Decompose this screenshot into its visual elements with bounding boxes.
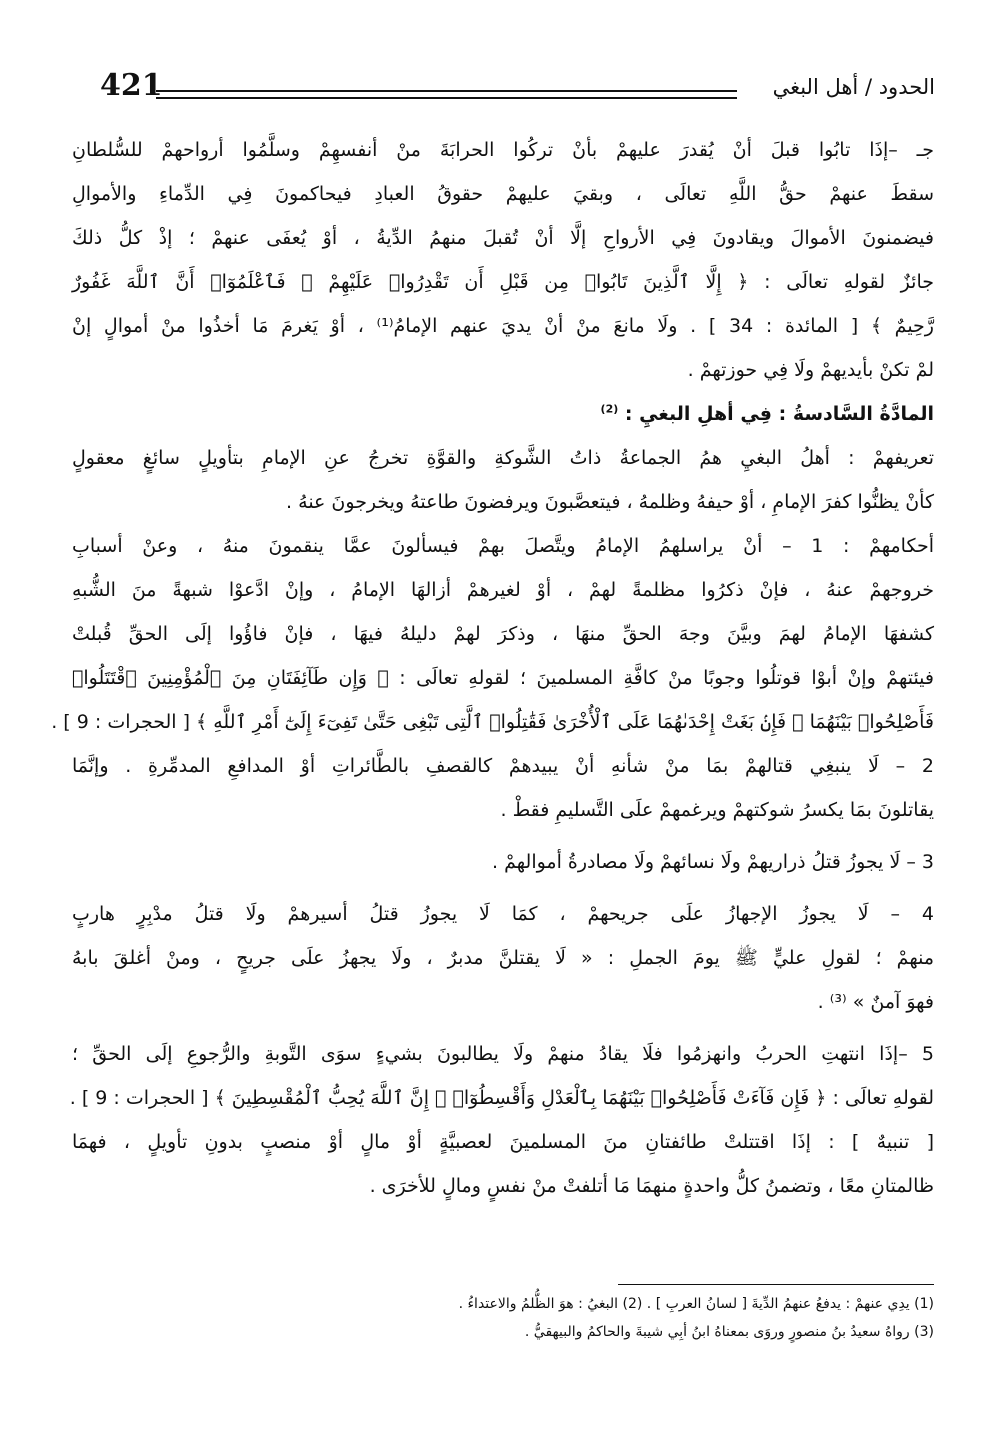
page-header: [100, 68, 935, 108]
ruling-line: كشفهَا الإمامُ لهمَ وبيَّنَ وجهَ الحقِّ منهَا ، وذكرَ لهمْ دليلهُ فيهَا ، فإنْ فاؤُوا إلَى الحقِّ قُبلتْ: [72, 623, 934, 645]
running-title: الحدود / أهل البغي: [772, 75, 935, 99]
ruling-line: فهوَ آمنٌ » ⁽³⁾ .: [817, 991, 934, 1013]
text-line: رَّحِيمٌ ﴾ [ المائدة : 34 ] . ولَا مانعَ منْ أنْ يديَ عنهم الإمامُ⁽¹⁾ ، أوْ يَغرمَ مَا أخذُوا منْ أموالٍ إنْ: [72, 315, 934, 337]
ruling-line: ظالمتانِ معًا ، وتضمنُ كلُّ واحدةٍ منهمَا مَا أتلفتْ منْ نفسٍ ومالٍ للأخرَى .: [369, 1175, 934, 1197]
text-line: لمْ تكنْ بأيديهمْ ولَا فِي حوزتهمْ .: [687, 359, 934, 381]
section-heading-label: المادَّةُ السَّادسةُ :: [778, 403, 934, 425]
ruling-line: يقاتلونَ بمَا يكسرُ شوكتهمْ ويرغمهمْ علَى التَّسليمِ فقطْ .: [500, 799, 934, 821]
text-line: جـ –إذَا تابُوا قبلَ أنْ يُقدرَ عليهمْ بأنْ تركُوا الحرابَةَ منْ أنفسهِمْ وسلَّمُوا أرواحهمْ للسُّلطانِ: [72, 139, 934, 161]
ruling-line: 5 –إذَا انتهتِ الحربُ وانهزمُوا فلَا يقادُ منهمْ ولَا يطالبونَ بشيءٍ سوَى التَّوبةِ والرُّجوعِ إلَى الحقِّ ؛: [72, 1043, 934, 1065]
main-text: [51, 128, 934, 1208]
ruling-line: [ تنبيهٌ ] : إذَا اقتتلتْ طائفتانِ منَ المسلمينَ لعصبيَّةٍ أوْ مالٍ أوْ منصبٍ بدونِ تأويلٍ ، فهمَا: [72, 1131, 934, 1153]
footnote-ref: (2): [600, 402, 619, 416]
definition-line: كأنْ يظنُّوا كفرَ الإمامِ ، أوْ حيفهُ وظلمهُ ، فيتعصَّبونَ ويرفضونَ طاعتهُ ويخرجونَ عنهُ .: [286, 491, 934, 513]
ruling-line: 4 – لَا يجوزُ الإجهازُ علَى جريحهمْ ، كمَا لَا يجوزُ قتلُ أسيرهمْ ولَا قتلُ مدْبِرٍ هاربٍ: [72, 903, 934, 925]
header-double-rule: [156, 90, 737, 99]
footnote-line: (3) رواهُ سعيدُ بنُ منصورٍ وروَى بمعناهُ ابنُ أبِي شيبةَ والحاكمُ والبيهقيُّ .: [524, 1324, 934, 1340]
ruling-line: 3 – لَا يجوزُ قتلُ ذراريهمْ ولَا نسائهمْ ولَا مصادرةُ أموالهمْ .: [492, 851, 934, 873]
text-line: جائزٌ لقولهِ تعالَى : ﴿ إِلَّا ٱلَّذِينَ تَابُوا۟ مِن قَبْلِ أَن تَقْدِرُوا۟ عَلَيْهِمْ ۖ فَٱعْلَمُوٓا۟ أَنَّ ٱللَّهَ غَفُورٌ: [72, 271, 934, 293]
ruling-line: منهمْ ؛ لقولِ عليٍّ ﷺ يومَ الجملِ : « لَا يقتلنَّ مدبرٌ ، ولَا يجهزُ علَى جريحٍ ، ومنْ أغلقَ بابهُ: [72, 947, 934, 969]
ruling-line: فيئتهمْ وإنْ أبوْا قوتلُوا وجوبًا منْ كافَّةِ المسلمينَ ؛ لقولهِ تعالَى : ﴿ وَإِن طَآئِفَتَانِ مِنَ ٱلْمُؤْمِنِينَ ٱقْتَتَلُوا۟: [72, 667, 934, 689]
ruling-line: لقولهِ تعالَى : ﴿ فَإِن فَآءَتْ فَأَصْلِحُوا۟ بَيْنَهُمَا بِٱلْعَدْلِ وَأَقْسِطُوٓا۟ ۖ إِنَّ ٱللَّهَ يُحِبُّ ٱلْمُقْسِطِينَ ﴾ [ الحجرات : 9 ] .: [69, 1087, 934, 1109]
ruling-line: فَأَصْلِحُوا۟ بَيْنَهُمَا ۖ فَإِنۢ بَغَتْ إِحْدَىٰهُمَا عَلَى ٱلْأُخْرَىٰ فَقَٰتِلُوا۟ ٱلَّتِى تَبْغِى حَتَّىٰ تَفِىٓءَ إِلَىٰٓ أَمْرِ ٱللَّهِ ﴾ [ الحجرات : 9 ] .: [51, 711, 934, 733]
text-line: سقطَ عنهمْ حقُّ اللَّهِ تعالَى ، وبقيَ عليهمْ حقوقُ العبادِ فيحاكمونَ فِي الدِّماءِ والأموالِ: [72, 183, 934, 205]
ruling-line: 2 – لَا ينبغِي قتالهمْ بمَا منْ شأنهِ أنْ يبيدهمْ كالقصفِ بالطَّائراتِ أوْ المدافعِ المدمِّرةِ . وإنَّمَا: [72, 755, 934, 777]
footnote-separator: [618, 1284, 934, 1285]
ruling-line: خروجهمْ عنهُ ، فإنْ ذكرُوا مظلمةً لهمْ ، أوْ لغيرهمْ أزالهَا الإمامُ ، وإنْ ادَّعوْا شبهةً منَ الشُّبهِ: [72, 579, 934, 601]
footnote-line: (1) يدِي عنهمْ : يدفعُ عنهمُ الدِّيةَ [ لسانُ العربِ ] . (2) البغيُ : هوَ الظُّلمُ والاعتداءُ .: [458, 1296, 934, 1312]
footnotes: [250, 1290, 934, 1346]
text-line: فيضمنونَ الأموالَ ويقادونَ فِي الأرواحِ إلَّا أنْ تُقبلَ منهمُ الدِّيةُ ، أوْ يُعفَى عنهمْ ؛ إذْ كلُّ ذلكَ: [72, 227, 934, 249]
section-heading-title: فِي أهلِ البغيِ :: [624, 403, 772, 425]
definition-line: تعريفهمْ : أهلُ البغيِ همُ الجماعةُ ذاتُ الشَّوكةِ والقوَّةِ تخرجُ عنِ الإمامِ بتأويلٍ سائغٍ معقولٍ: [72, 447, 934, 469]
page-number: 421: [100, 68, 163, 103]
section-heading: [72, 392, 934, 436]
ruling-line: أحكامهمْ : 1 – أنْ يراسلهمُ الإمامُ ويتَّصلَ بهمْ فيسألونَ عمَّا ينقمونَ منهُ ، وعنْ أسبابِ: [72, 535, 934, 557]
